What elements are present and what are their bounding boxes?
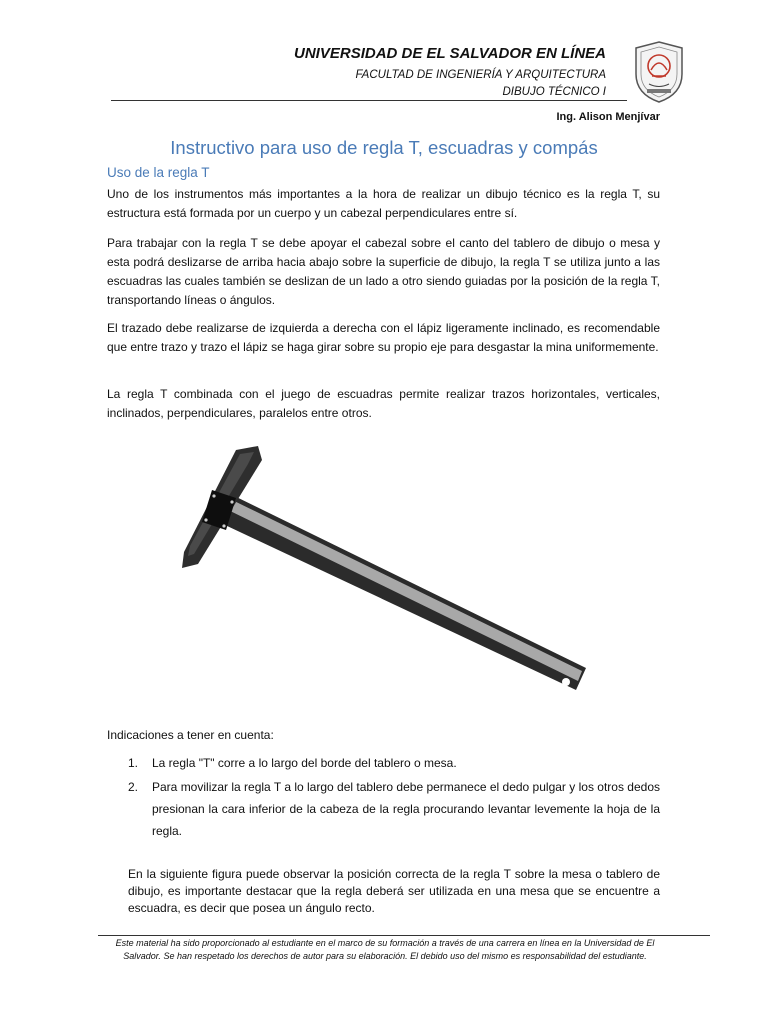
indications-title: Indicaciones a tener en cuenta: [107, 728, 274, 742]
closing-paragraph: En la siguiente figura puede observar la posición correcta de la regla T sobre la mesa o tablero de dibujo, es importante destacar que la regla deberá ser utilizada en una mesa que se encuentre a escuadra, es decir que posea un ángulo recto. [128, 867, 660, 915]
footer-note: Este material ha sido proporcionado al estudiante en el marco de su formación a través de una carrera en línea en la Universidad de El Salvador. Se han respetado los derechos de autor para su elaboración. El debido uso del mismo es responsabilidad del estudiante. [115, 938, 655, 961]
list-item [128, 776, 660, 842]
indications-list [128, 752, 660, 844]
paragraph-2: Para trabajar con la regla T se debe apoyar el cabezal sobre el canto del tablero de dibujo o mesa y esta podrá deslizarse de arriba hacia abajo sobre la superficie de dibujo, la regla T se utiliza junto a las escuadras las cuales también se deslizan de un lado a otro siendo guiadas por la posición de la regla T, transportando líneas o ángulos. [107, 236, 660, 307]
list-item [128, 752, 660, 774]
footer-divider [98, 935, 710, 936]
list-item-number: 2. [128, 780, 139, 794]
list-item-text: Para movilizar la regla T a lo largo del tablero debe permanece el dedo pulgar y los otros dedos presionan la cara inferior de la cabeza de la regla procurando levantar levemente la hoja de la regla. [152, 780, 660, 838]
list-item-number: 1. [128, 756, 139, 770]
university-seal-icon [632, 40, 686, 104]
paragraph-1: Uno de los instrumentos más importantes a la hora de realizar un dibujo técnico es la regla T, su estructura está formada por un cuerpo y un cabezal perpendiculares entre sí. [107, 187, 660, 220]
header-divider [111, 100, 627, 101]
document-title: Instructivo para uso de regla T, escuadras y compás [170, 137, 598, 158]
university-name: UNIVERSIDAD DE EL SALVADOR EN LÍNEA [294, 45, 606, 62]
author-name: Ing. Alison Menjívar [556, 111, 660, 123]
t-square-blade [208, 489, 586, 690]
t-square-illustration [178, 440, 588, 710]
course-name: DIBUJO TÉCNICO I [502, 86, 606, 98]
list-item-text: La regla "T" corre a lo largo del borde del tablero o mesa. [152, 756, 457, 770]
paragraph-4: La regla T combinada con el juego de escuadras permite realizar trazos horizontales, verticales, inclinados, perpendiculares, paralelos entre otros. [107, 387, 660, 420]
faculty-name: FACULTAD DE INGENIERÍA Y ARQUITECTURA [355, 69, 606, 81]
section-subtitle: Uso de la regla T [107, 165, 210, 180]
paragraph-3: El trazado debe realizarse de izquierda a derecha con el lápiz ligeramente inclinado, es recomendable que entre trazo y trazo el lápiz se haga girar sobre su propio eje para desgastar la mina uniformemente. [107, 321, 660, 354]
